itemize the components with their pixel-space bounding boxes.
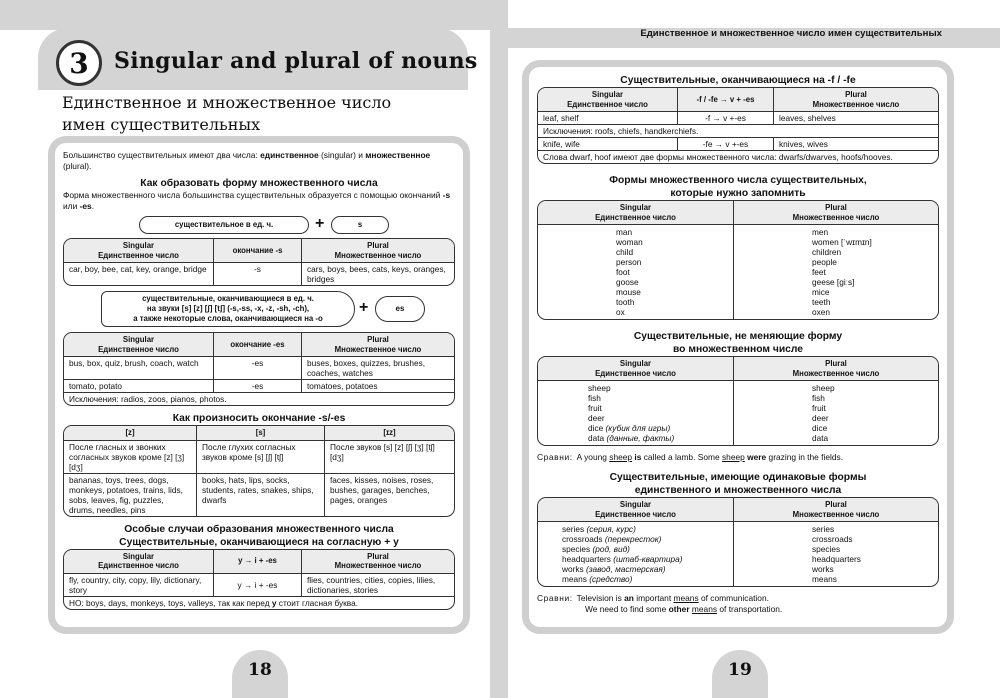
- two-forms-note: Слова dwarf, hoof имеют две формы множественного числа: dwarfs/dwarves, hoofs/hooves.: [538, 150, 938, 163]
- col-header: Plural: [367, 241, 389, 250]
- col-header: Plural: [367, 551, 389, 561]
- col-header: Множественное число: [334, 344, 422, 354]
- col-header: Единственное число: [595, 509, 676, 519]
- list-item: species: [812, 544, 841, 554]
- table-identical: [537, 497, 939, 587]
- list-item: [562, 544, 728, 554]
- list-item: [588, 393, 728, 403]
- list-item: woman: [616, 237, 643, 247]
- list-item: [562, 564, 728, 574]
- col-header: Plural: [367, 335, 389, 344]
- list-item: foot: [616, 267, 630, 277]
- fe-heading: Существительные, оканчивающиеся на -f / -fe: [620, 75, 856, 86]
- table-cell: -s: [214, 263, 302, 285]
- word: species: [562, 544, 591, 554]
- compare-part: A young: [576, 452, 610, 462]
- table-cell: После гласных и звонких согласных звуков кроме [z] [ʒ] [dʒ]: [64, 441, 197, 473]
- col-header: Singular: [619, 359, 652, 368]
- formula-line: а также некоторые слова, оканчивающиеся на -o: [133, 314, 323, 323]
- table-cell: -es: [214, 379, 302, 392]
- list-item: means: [812, 574, 837, 584]
- note-part: стоит гласная буква.: [276, 597, 359, 608]
- table-cell: leaf, shelf: [538, 112, 678, 124]
- list-item: sheep: [812, 383, 835, 393]
- col-header: Singular: [591, 90, 624, 99]
- chapter-number: 3: [69, 46, 89, 80]
- list-item: [588, 423, 728, 433]
- page-number-right: 19: [712, 650, 768, 698]
- list-item: deer: [812, 413, 829, 423]
- pronunciation-heading: Как произносить окончание -s/-es: [172, 413, 346, 424]
- singular-column: [538, 381, 734, 445]
- list-item: [588, 383, 728, 393]
- col-header: Singular: [122, 335, 155, 344]
- word-gloss: (средство): [589, 574, 633, 584]
- word: headquarters: [562, 554, 611, 564]
- ru-title-line2: имен существительных: [62, 115, 261, 134]
- unchanged-heading1: Существительные, не меняющие форму: [633, 331, 843, 342]
- table-cell: После глухих согласных звуков кроме [s] [ʃ] [tʃ]: [197, 441, 325, 473]
- col-header: Единственное число: [98, 561, 179, 570]
- chapter-number-badge: [56, 40, 102, 86]
- compare-line: [537, 604, 939, 615]
- word: fruit: [588, 403, 602, 413]
- col-header: Единственное число: [98, 250, 179, 260]
- col-header: [s]: [197, 426, 325, 441]
- ru-title-line1: Единственное и множественное число: [62, 93, 392, 112]
- table-cell: -f → v +-es: [678, 112, 774, 124]
- list-item: [562, 524, 728, 534]
- list-item: child: [616, 247, 634, 257]
- formula-s: [63, 216, 455, 234]
- word: deer: [588, 413, 605, 423]
- formula-es: [63, 291, 455, 327]
- list-item: women [ˈwɪmɪn]: [812, 237, 872, 247]
- table-cell: cars, boys, bees, cats, keys, oranges, bridges: [307, 264, 446, 284]
- col-header: Множественное число: [792, 212, 880, 222]
- table-cell: knives, wives: [774, 137, 938, 150]
- compare-label: Сравни:: [537, 452, 573, 462]
- singular-column: [538, 522, 734, 586]
- col-header: Множественное число: [334, 561, 422, 570]
- formula-suffix-pill: s: [331, 216, 389, 234]
- list-item: [588, 413, 728, 423]
- col-header: Множественное число: [812, 99, 900, 109]
- compare-part: We need to find some: [585, 604, 669, 614]
- list-item: [562, 534, 728, 544]
- table-cell: tomato, potato: [64, 379, 214, 392]
- col-header: y → i + -es: [214, 550, 302, 574]
- list-item: ox: [616, 307, 625, 317]
- list-item: fruit: [812, 403, 826, 413]
- intro-part: (plural).: [63, 161, 92, 171]
- compare-part: of transportation.: [717, 604, 783, 614]
- col-header: -f / -fe → v + -es: [678, 88, 774, 112]
- list-item: [562, 574, 728, 584]
- formula-line: на звуки [s] [z] [ʃ] [tʃ] (-s,-ss, -x, -z, -sh, -ch),: [146, 304, 310, 313]
- word-gloss: (серия, курс): [586, 524, 636, 534]
- table-cell: bus, box, quiz, brush, coach, watch: [64, 357, 214, 379]
- formula-line: существительные, оканчивающиеся в ед. ч.: [142, 294, 314, 303]
- col-header: [ɪz]: [325, 426, 454, 441]
- col-header: Множественное число: [792, 368, 880, 378]
- page-number-left: 18: [232, 650, 288, 698]
- but-note: [64, 596, 454, 609]
- table-cell: bananas, toys, trees, dogs, monkeys, potatoes, trains, lids, sobs, leaves, fig, puzzles, drums, needles, pins: [64, 473, 197, 516]
- col-header: Singular: [122, 551, 155, 561]
- how-part: Форма множественного числа большинства существительных образуется с помощью окончаний: [63, 190, 443, 200]
- right-content-panel: [522, 60, 954, 634]
- list-item: headquarters: [812, 554, 861, 564]
- table-pronunciation: [63, 425, 455, 517]
- compare-bold: were: [747, 452, 767, 462]
- compare-part: of communication.: [698, 593, 769, 603]
- table-cell: leaves, shelves: [779, 113, 836, 123]
- list-item: mouse: [616, 287, 641, 297]
- note-part: НО: boys, days, monkeys, toys, valleys, так как перед: [69, 597, 272, 608]
- col-header: Plural: [825, 500, 847, 509]
- special-heading2: Существительные, оканчивающиеся на согласную + y: [119, 536, 399, 548]
- intro-text: [63, 150, 455, 172]
- table-cell: knife, wife: [538, 137, 678, 150]
- list-item: tooth: [616, 297, 635, 307]
- table-cell: fly, country, city, copy, lily, dictionary, story: [64, 574, 214, 596]
- book-gutter: [490, 0, 508, 698]
- plural-column: [734, 522, 938, 586]
- table-f-fe: [537, 87, 939, 164]
- word: series: [562, 524, 585, 534]
- table-cell: car, boy, bee, cat, key, orange, bridge: [64, 263, 214, 285]
- how-heading: Как образовать форму множественного числа: [140, 178, 378, 189]
- singular-column: [538, 225, 734, 319]
- identical-heading1: Существительные, имеющие одинаковые формы: [609, 472, 867, 483]
- list-item: [588, 403, 728, 413]
- table-cell: После звуков [s] [z] [ʃ] [ʒ] [tʃ] [dʒ]: [330, 441, 435, 462]
- word-gloss: (перекресток): [604, 534, 662, 544]
- plural-column: [734, 225, 938, 319]
- table-cell: y → i + -es: [214, 574, 302, 596]
- word-gloss: (завод, мастерская): [585, 564, 666, 574]
- col-header: Единственное число: [595, 212, 676, 222]
- intro-bold: единственное: [260, 150, 319, 160]
- list-item: geese [giːs]: [812, 277, 855, 287]
- table-cell: faces, kisses, noises, roses, bushes, garages, benches, pages, oranges: [325, 473, 454, 516]
- running-head: Единственное и множественное число имен существительных: [508, 28, 1000, 48]
- word: sheep: [588, 383, 611, 393]
- ru-title: [62, 92, 391, 136]
- word-gloss: (штаб-квартира): [613, 554, 683, 564]
- word: works: [562, 564, 584, 574]
- intro-part: (singular) и: [318, 150, 366, 160]
- compare-underlined: sheep: [609, 452, 633, 462]
- compare-bold: other: [668, 604, 690, 614]
- identical-heading2: единственного и множественного числа: [634, 485, 842, 496]
- note-bold: y: [271, 597, 277, 608]
- col-header: Единственное число: [595, 368, 676, 378]
- left-header-band: [0, 0, 490, 30]
- col-header: Singular: [619, 203, 652, 212]
- list-item: men: [812, 227, 829, 237]
- how-part: или: [63, 201, 80, 211]
- table-cell: books, hats, lips, socks, students, rates, snakes, ships, dwarfs: [197, 473, 325, 516]
- table-y: [63, 549, 455, 610]
- compare-underlined: sheep: [721, 452, 745, 462]
- col-header: Singular: [619, 500, 652, 509]
- list-item: fish: [812, 393, 825, 403]
- col-header: Singular: [122, 241, 155, 250]
- compare-bold: an: [624, 593, 634, 603]
- word: dice: [588, 423, 604, 433]
- col-header: Единственное число: [567, 99, 648, 109]
- formula-noun-pill: [101, 291, 355, 327]
- intro-part: Большинство существительных имеют два числа:: [63, 150, 261, 160]
- word-gloss: (род, вид): [592, 544, 630, 554]
- how-text: [63, 190, 455, 212]
- table-cell: tomatoes, potatoes: [302, 379, 454, 392]
- compare-part: grazing in the fields.: [766, 452, 844, 462]
- compare-bold: is: [634, 452, 642, 462]
- list-item: mice: [812, 287, 830, 297]
- left-page: [0, 0, 490, 698]
- list-item: goose: [616, 277, 639, 287]
- how-bold: -s: [442, 190, 451, 200]
- list-item: series: [812, 524, 835, 534]
- list-item: oxen: [812, 307, 830, 317]
- compare-part: called a lamb. Some: [641, 452, 722, 462]
- list-item: dice: [812, 423, 828, 433]
- col-header: окончание -s: [214, 239, 302, 263]
- compare-part: Television is: [576, 593, 625, 603]
- list-item: data: [812, 433, 829, 443]
- list-item: man: [616, 227, 633, 237]
- formula-noun-pill: существительное в ед. ч.: [139, 216, 309, 234]
- table-cell: -es: [214, 357, 302, 379]
- compare-underlined: means: [673, 593, 699, 603]
- col-header: Plural: [845, 90, 867, 99]
- list-item: people: [812, 257, 837, 267]
- list-item: person: [616, 257, 642, 267]
- word: crossroads: [562, 534, 603, 544]
- col-header: [z]: [64, 426, 197, 441]
- formula-suffix-pill: es: [375, 296, 425, 322]
- table-es: [63, 332, 455, 406]
- how-bold: -es: [79, 201, 92, 211]
- how-part: .: [91, 201, 95, 211]
- col-header: Plural: [825, 359, 847, 368]
- list-item: [588, 433, 728, 443]
- intro-bold: множественное: [365, 150, 431, 160]
- irregular-heading1: Формы множественного числа существительных,: [609, 175, 867, 186]
- list-item: crossroads: [812, 534, 853, 544]
- table-cell: flies, countries, cities, copies, lilies, dictionaries, stories: [307, 574, 436, 595]
- plus-icon: +: [359, 299, 369, 316]
- col-header: Множественное число: [792, 509, 880, 519]
- unchanged-heading2: во множественном числе: [672, 344, 804, 355]
- compare-part: important: [633, 593, 674, 603]
- compare-sheep: [537, 452, 939, 463]
- exceptions-note: Исключения: roofs, chiefs, handkerchiefs.: [538, 124, 938, 137]
- list-item: works: [812, 564, 834, 574]
- chapter-title: Singular and plural of nouns: [114, 48, 478, 74]
- table-s: [63, 238, 455, 286]
- col-header: Единственное число: [98, 344, 179, 354]
- special-heading1: Особые случаи образования множественного числа: [124, 523, 394, 535]
- list-item: feet: [812, 267, 826, 277]
- col-header: Множественное число: [334, 250, 422, 260]
- exceptions-note: Исключения: radios, zoos, pianos, photos.: [64, 392, 454, 405]
- compare-label: Сравни:: [537, 593, 573, 603]
- list-item: [562, 554, 728, 564]
- irregular-heading2: которые нужно запомнить: [670, 188, 806, 199]
- list-item: children: [812, 247, 842, 257]
- plus-icon: +: [315, 215, 325, 232]
- compare-means: [537, 593, 939, 615]
- col-header: окончание -es: [214, 333, 302, 357]
- plural-column: [734, 381, 938, 445]
- table-unchanged: [537, 356, 939, 446]
- word: data: [588, 433, 605, 443]
- word-gloss: (кубик для игры): [605, 423, 671, 433]
- table-cell: -fe → v +-es: [678, 137, 774, 150]
- word: fish: [588, 393, 601, 403]
- running-head-tail: [508, 48, 1000, 56]
- list-item: teeth: [812, 297, 831, 307]
- compare-underlined: means: [691, 604, 718, 614]
- table-irregular: [537, 200, 939, 320]
- compare-line: [537, 593, 939, 604]
- left-content-panel: [48, 136, 470, 634]
- table-cell: buses, boxes, quizzes, brushes, coaches, watches: [307, 358, 426, 378]
- word: means: [562, 574, 587, 584]
- word-gloss: (данные, факты): [606, 433, 675, 443]
- col-header: Plural: [825, 203, 847, 212]
